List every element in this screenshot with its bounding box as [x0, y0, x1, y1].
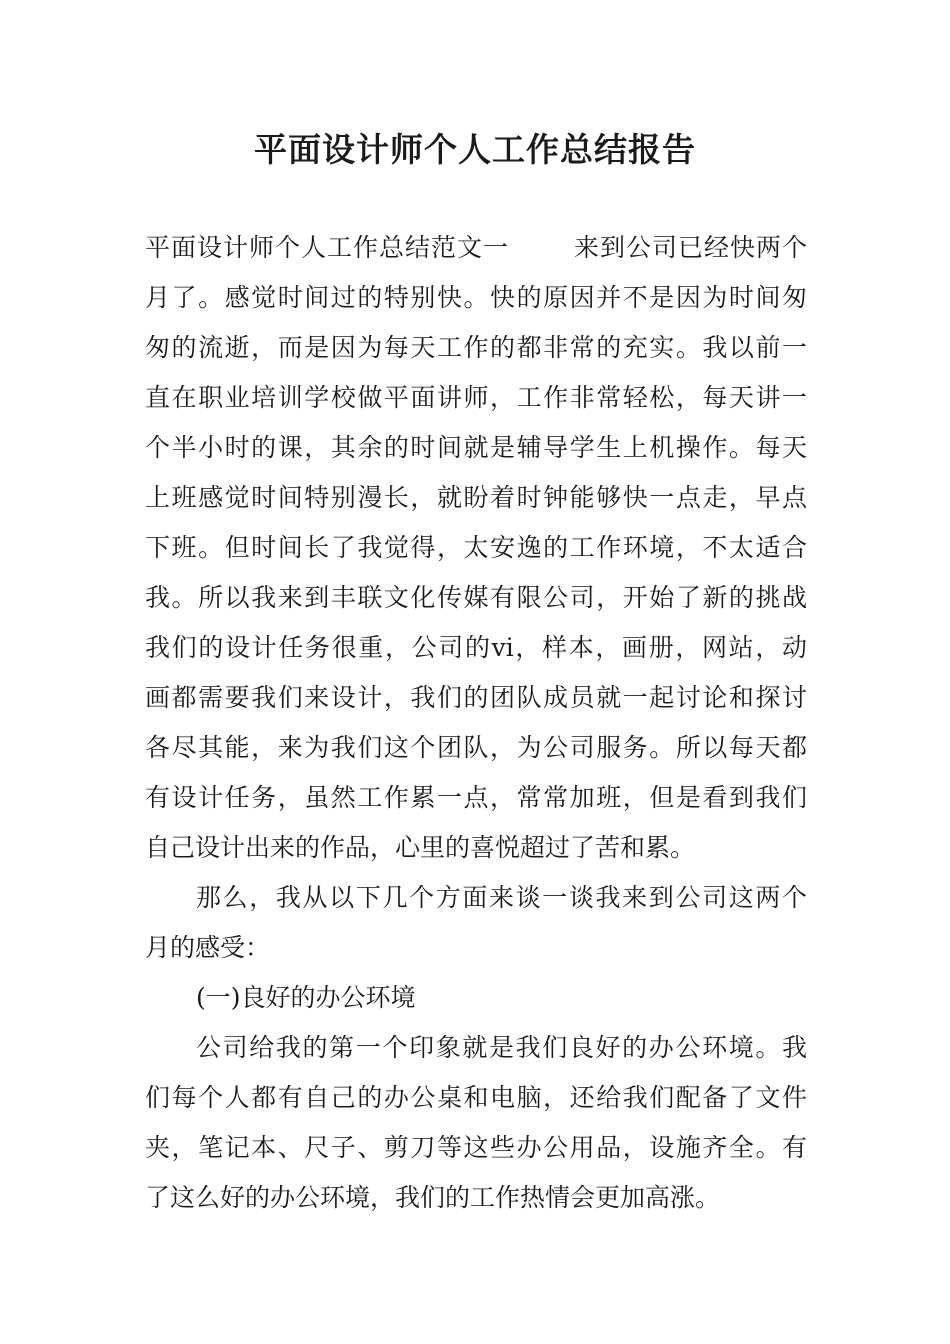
document-title: 平面设计师个人工作总结报告 — [254, 130, 696, 169]
paragraph-line: 们每个人都有自己的办公桌和电脑，还给我们配备了文件 — [145, 1083, 807, 1112]
section-heading: (一)良好的办公环境 — [196, 983, 416, 1012]
paragraph-line: 画都需要我们来设计，我们的团队成员就一起讨论和探讨 — [145, 683, 807, 712]
paragraph-line: 自己设计出来的作品，心里的喜悦超过了苦和累。 — [145, 833, 696, 862]
paragraph-line: 个半小时的课，其余的时间就是辅导学生上机操作。每天 — [145, 433, 807, 462]
paragraph-line: 公司给我的第一个印象就是我们良好的办公环境。我 — [196, 1033, 807, 1062]
paragraph-line — [145, 223, 807, 273]
paragraph-line: 上班感觉时间特别漫长，就盼着时钟能够快一点走，早点 — [145, 483, 807, 512]
paragraph-line: 下班。但时间长了我觉得，太安逸的工作环境，不太适合 — [145, 533, 807, 562]
paragraph-line: 月了。感觉时间过的特别快。快的原因并不是因为时间匆 — [145, 283, 807, 312]
paragraph-line: 各尽其能，来为我们这个团队，为公司服务。所以每天都 — [145, 733, 807, 762]
paragraph-line: 我们的设计任务很重，公司的vi，样本，画册，网站，动 — [145, 633, 807, 662]
paragraph-line: 匆的流逝，而是因为每天工作的都非常的充实。我以前一 — [145, 333, 807, 362]
paragraph-line: 月的感受： — [145, 933, 271, 962]
paragraph-line: 直在职业培训学校做平面讲师，工作非常轻松，每天讲一 — [145, 383, 807, 412]
paragraph-text: 来到公司已经快两个 — [572, 233, 807, 262]
paragraph-line: 我。所以我来到丰联文化传媒有限公司，开始了新的挑战 — [145, 583, 807, 612]
paragraph-line: 那么，我从以下几个方面来谈一谈我来到公司这两个 — [196, 883, 807, 912]
paragraph-line: 夹，笔记本、尺子、剪刀等这些办公用品，设施齐全。有 — [145, 1133, 807, 1162]
paragraph-heading-text: 平面设计师个人工作总结范文一 — [145, 233, 509, 262]
paragraph-line: 了这么好的办公环境，我们的工作热情会更加高涨。 — [145, 1183, 721, 1212]
paragraph-line: 有设计任务，虽然工作累一点，常常加班，但是看到我们 — [145, 783, 807, 812]
